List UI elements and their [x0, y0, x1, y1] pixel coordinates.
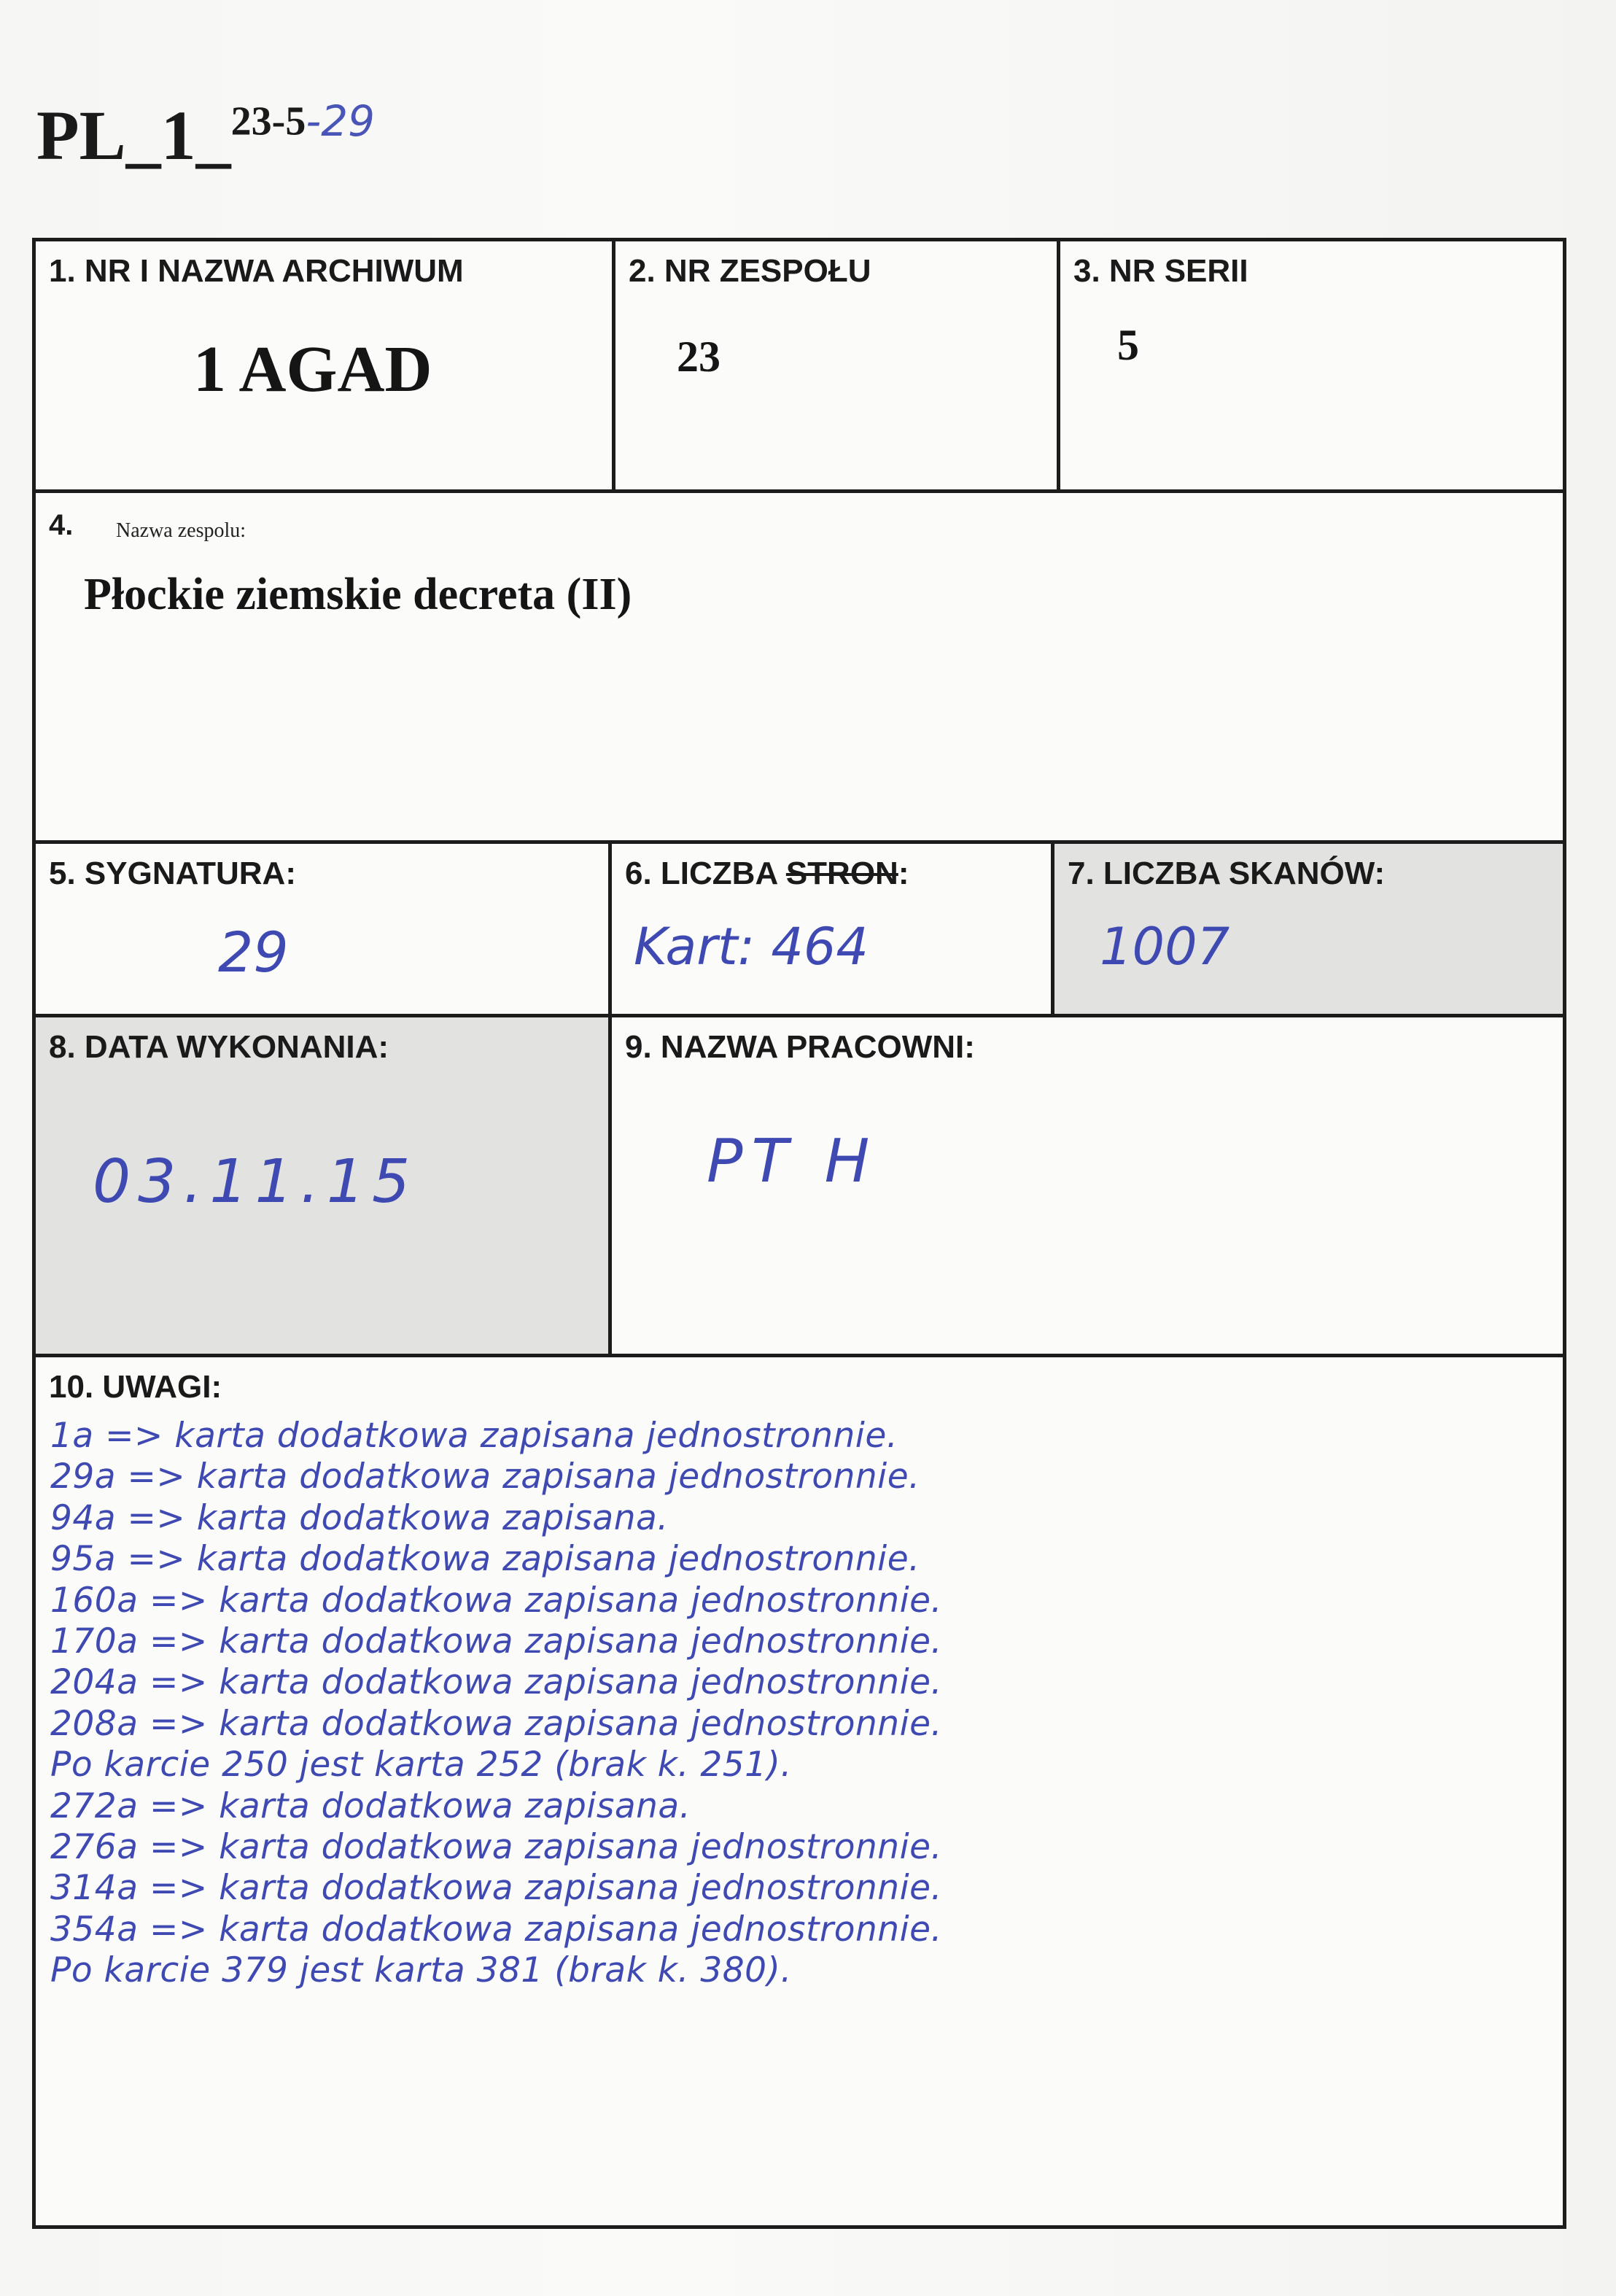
series-number-label: 3. NR SERII — [1073, 253, 1248, 289]
remark-line: 314a => karta dodatkowa zapisana jednostronnie. — [50, 1868, 942, 1909]
cell-workshop-name — [608, 1014, 1566, 1357]
fonds-number-label: 2. NR ZESPOŁU — [629, 253, 871, 289]
completion-date-label: 8. DATA WYKONANIA: — [49, 1029, 389, 1065]
workshop-name-label: 9. NAZWA PRACOWNI: — [625, 1029, 975, 1065]
remark-line: 354a => karta dodatkowa zapisana jednostronnie. — [50, 1909, 942, 1950]
cell-page-count — [608, 840, 1054, 1017]
remark-line: 29a => karta dodatkowa zapisana jednostronnie. — [50, 1457, 920, 1497]
cell-signature — [32, 840, 612, 1017]
remark-line: 94a => karta dodatkowa zapisana. — [50, 1497, 669, 1538]
remark-line: 160a => karta dodatkowa zapisana jednostronnie. — [50, 1580, 942, 1621]
scan-count-value: 1007 — [1100, 917, 1230, 977]
cell-scan-count — [1051, 840, 1566, 1017]
remark-line: 170a => karta dodatkowa zapisana jednostronnie. — [50, 1621, 942, 1662]
workshop-name-value: PT H — [707, 1127, 879, 1196]
remark-line: 272a => karta dodatkowa zapisana. — [50, 1785, 691, 1826]
identifier-prefix: PL_1_ — [36, 96, 231, 174]
completion-date-value: 03.11.15 — [93, 1147, 418, 1217]
identifier-handwritten-suffix: -29 — [306, 96, 376, 147]
remark-line: Po karcie 250 jest karta 252 (brak k. 251). — [50, 1745, 792, 1785]
page-count-label — [625, 856, 909, 892]
remark-line: 95a => karta dodatkowa zapisana jednostronnie. — [50, 1539, 920, 1580]
archive-label: 1. NR I NAZWA ARCHIWUM — [49, 253, 464, 289]
fonds-number-value: 23 — [677, 333, 720, 381]
identifier-code: 23-5 — [230, 98, 306, 144]
scan-count-label: 7. LICZBA SKANÓW: — [1068, 856, 1386, 891]
fonds-name-number: 4. — [49, 509, 74, 541]
remark-line: 204a => karta dodatkowa zapisana jednostronnie. — [50, 1662, 942, 1703]
remark-line: 1a => karta dodatkowa zapisana jednostronnie. — [50, 1416, 898, 1456]
series-number-value: 5 — [1117, 321, 1139, 369]
cell-remarks — [32, 1354, 1566, 2229]
remarks-lines — [50, 1416, 942, 1992]
metadata-form — [32, 238, 1566, 2229]
cell-completion-date — [32, 1014, 612, 1357]
signature-value: 29 — [218, 920, 289, 985]
remarks-label: 10. UWAGI: — [49, 1369, 222, 1405]
remark-line: 208a => karta dodatkowa zapisana jednostronnie. — [50, 1703, 942, 1744]
fonds-name-value: Płockie ziemskie decreta (II) — [84, 570, 632, 619]
document-identifier — [36, 95, 375, 176]
remark-line: 276a => karta dodatkowa zapisana jednostronnie. — [50, 1827, 942, 1868]
cell-fonds-number — [612, 238, 1060, 493]
archive-value: 1 AGAD — [193, 333, 432, 406]
signature-label: 5. SYGNATURA: — [49, 856, 296, 891]
remark-line: Po karcie 379 jest karta 381 (brak k. 380). — [50, 1950, 792, 1991]
cell-series-number — [1057, 238, 1566, 493]
page-count-label-prefix: 6. LICZBA — [625, 856, 786, 891]
fonds-name-label: Nazwa zespolu: — [116, 519, 246, 542]
page-count-label-struck: STRON — [785, 856, 898, 891]
page-count-value: Kart: 464 — [634, 917, 869, 977]
cell-archive — [32, 238, 615, 493]
page-count-label-suffix: : — [898, 856, 909, 891]
